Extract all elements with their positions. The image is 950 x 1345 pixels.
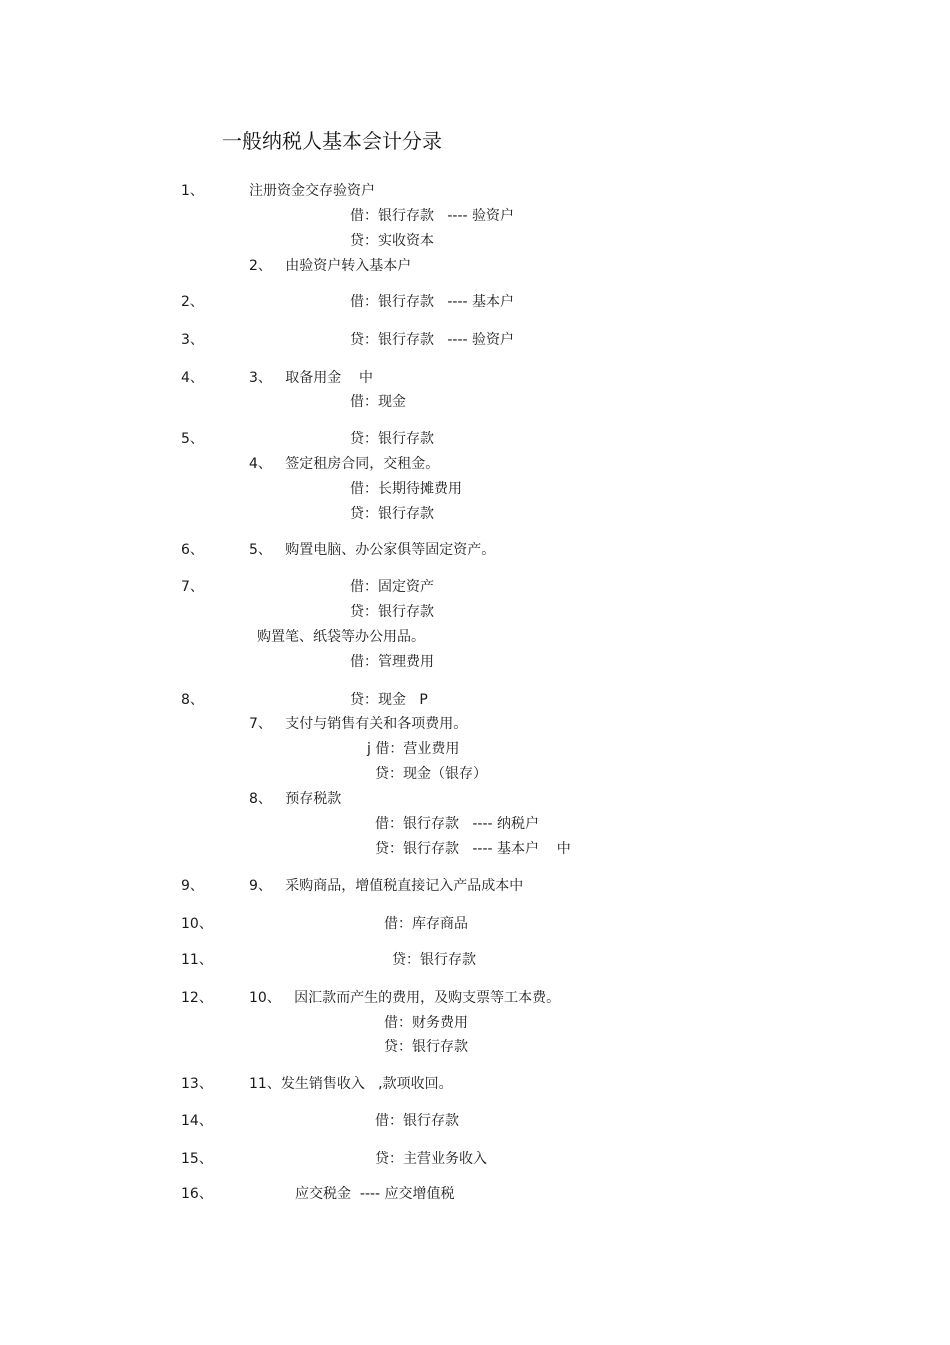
entry-heading: 9、 采购商品，增值税直接记入产品成本中: [249, 878, 524, 894]
debit-line: 借：银行存款 ---- 纳税户: [375, 816, 540, 832]
entry-heading: 应交税金 ---- 应交增值税: [295, 1186, 455, 1202]
credit-line: 贷：银行存款: [392, 952, 476, 968]
entry-heading: 10、 因汇款而产生的费用，及购支票等工本费。: [249, 990, 561, 1006]
entry-heading: 购置笔、纸袋等办公用品。: [257, 629, 425, 645]
credit-line: 贷：主营业务收入: [375, 1151, 487, 1167]
margin-number: 13、: [181, 1076, 213, 1092]
entry-heading: 注册资金交存验资户: [249, 183, 375, 199]
credit-line: 贷：银行存款: [350, 506, 434, 522]
margin-number: 1、: [181, 183, 204, 199]
credit-line: 贷：银行存款: [350, 604, 434, 620]
margin-number: 5、: [181, 431, 204, 447]
entry-heading: 2、 由验资户转入基本户: [249, 258, 412, 274]
credit-line: 贷：现金（银存）: [375, 766, 487, 782]
entry-heading: 7、 支付与销售有关和各项费用。: [249, 716, 468, 732]
margin-number: 12、: [181, 990, 213, 1006]
credit-line: 贷：银行存款: [350, 431, 434, 447]
credit-line: 贷：银行存款 ---- 验资户: [350, 332, 515, 348]
page-title: 一般纳税人基本会计分录: [222, 129, 442, 153]
debit-line: 借：银行存款 ---- 基本户: [350, 294, 515, 310]
margin-number: 10、: [181, 916, 213, 932]
credit-line: 贷：银行存款: [384, 1039, 468, 1055]
margin-number: 4、: [181, 370, 204, 386]
credit-line: 贷：银行存款 ---- 基本户 中: [375, 841, 571, 857]
debit-line: j 借：营业费用: [367, 741, 460, 757]
margin-number: 11、: [181, 952, 213, 968]
entry-heading: 3、 取备用金 中: [249, 370, 374, 386]
margin-number: 6、: [181, 542, 204, 558]
debit-line: 借：银行存款: [375, 1113, 459, 1129]
credit-line: 贷：实收资本: [350, 233, 434, 249]
margin-number: 2、: [181, 294, 204, 310]
margin-number: 9、: [181, 878, 204, 894]
margin-number: 8、: [181, 692, 204, 708]
debit-line: 借：库存商品: [384, 916, 468, 932]
margin-number: 14、: [181, 1113, 213, 1129]
margin-number: 16、: [181, 1186, 213, 1202]
entry-heading: 4、 签定租房合同，交租金。: [249, 456, 440, 472]
margin-number: 7、: [181, 579, 204, 595]
entry-heading: 11、发生销售收入 ,款项收回。: [249, 1076, 453, 1092]
debit-line: 借：银行存款 ---- 验资户: [350, 208, 515, 224]
debit-line: 借：管理费用: [350, 654, 434, 670]
margin-number: 15、: [181, 1151, 213, 1167]
debit-line: 借：长期待摊费用: [350, 481, 462, 497]
credit-line: 贷：现金 P: [350, 692, 428, 708]
debit-line: 借：现金: [350, 394, 406, 410]
entry-heading: 5、 购置电脑、办公家俱等固定资产。: [249, 542, 496, 558]
entry-heading: 8、 预存税款: [249, 791, 342, 807]
margin-number: 3、: [181, 332, 204, 348]
debit-line: 借：财务费用: [384, 1015, 468, 1031]
debit-line: 借：固定资产: [350, 579, 434, 595]
